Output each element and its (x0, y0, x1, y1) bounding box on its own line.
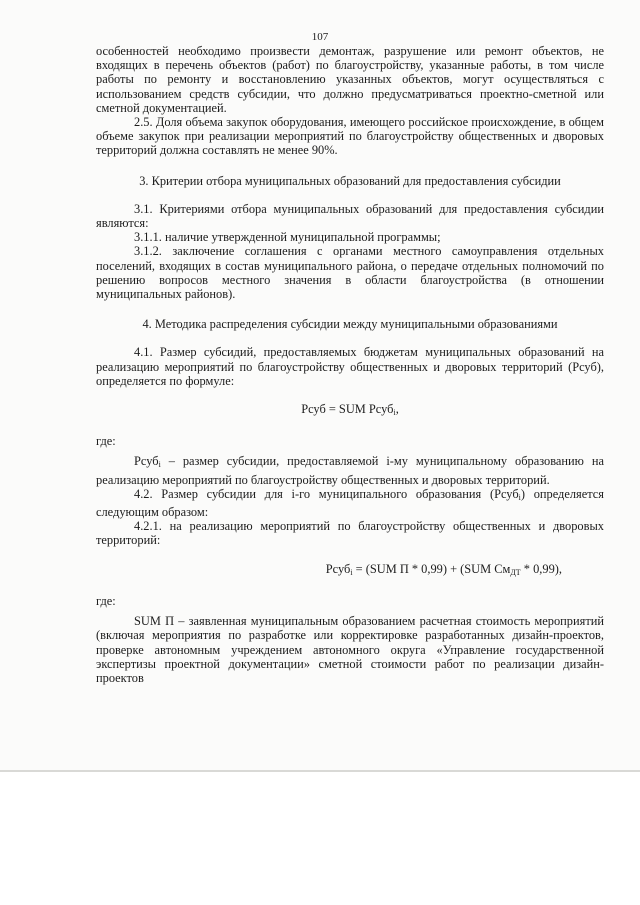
where-label-2: где: (96, 593, 116, 608)
definition-rsub-text: – размер субсидии, предоставляемой i-му муниципальному образованию на реализацию мероприятий по благоустройству общественных и дворовых территорий. (96, 454, 604, 487)
formula-1-end: , (395, 402, 399, 417)
formula-2-middle: = (SUM П * 0,99) + (SUM См (352, 561, 511, 576)
page-number: 107 (311, 31, 329, 43)
paragraph-3-1-2: 3.1.2. заключение соглашения с органами местного самоуправления отдельных поселений, входящих в состав муниципального района, о передаче отдельных полномочий по решению вопросов местного значения в области благоустройства (в отношении муниципальных районов). (96, 244, 604, 302)
paragraph-4-2-1: 4.2.1. на реализацию мероприятий по благоустройству общественных и дворовых территорий: (96, 519, 604, 548)
formula-total-subsidy (96, 402, 604, 420)
paragraph-3-1: 3.1. Критериями отбора муниципальных образований для предоставления субсидии являются: (96, 201, 604, 231)
paragraph-4-2 (96, 487, 604, 519)
section-heading-4: 4. Методика распределения субсидии между муниципальными образованиями (142, 317, 558, 332)
definition-sum-p: SUM П – заявленная муниципальным образованием расчетная стоимость мероприятий (включая мероприятия по разработке или корректировке разработанных дизайн-проектов, проверке автономным учреждением автономного округа «Управление государственной экспертизы проектной документации» сметной стоимости работ по реализации дизайн-проектов (96, 614, 604, 685)
formula-2-end: * 0,99), (520, 561, 562, 576)
paragraph-4-2-text-a: 4.2. Размер субсидии для i-го муниципального образования (Рсуб (134, 486, 519, 501)
where-label-1: где: (96, 434, 116, 449)
definition-rsub-i (96, 454, 604, 486)
definition-rsub-term: Рсуб (134, 454, 159, 469)
formula-2-lhs: Рсуб (325, 561, 351, 576)
formula-subsidy-i (96, 562, 604, 580)
paragraph-4-1: 4.1. Размер субсидий, предоставляемых бюджетам муниципальных образований на реализацию мероприятий по благоустройству общественных и дворовых территорий (Рсуб), определяется по формуле: (96, 345, 604, 388)
definition-rsub-subscript: i (158, 460, 161, 470)
paragraph-2-5: 2.5. Доля объема закупок оборудования, имеющего российское происхождение, в общем объеме закупок при реализации мероприятий по благоустройству общественных и дворовых территорий должна составлять не менее 90%. (96, 115, 604, 158)
formula-2-subscript-i: i (350, 567, 353, 577)
formula-1-subscript: i (393, 408, 396, 418)
paragraph-4-2-text-b: ) определяется следующим образом: (96, 486, 604, 520)
paragraph-continuation: особенностей необходимо произвести демонтаж, разрушение или ремонт объектов, не входящих в перечень объектов (работ) по благоустройству, указанные работы, в том числе работы по ремонту и восстановлению указанных объектов, могут осуществляться с использованием средств субсидии, что должно предусматриваться проектно-сметной или сметной документацией. (96, 44, 604, 115)
paragraph-4-2-subscript: i (518, 492, 521, 502)
document-body (96, 44, 604, 685)
formula-2-subscript-dt: ДТ (510, 567, 521, 577)
paragraph-3-1-1: 3.1.1. наличие утвержденной муниципальной программы; (134, 230, 441, 245)
section-heading-3: 3. Критерии отбора муниципальных образований для предоставления субсидии (139, 173, 561, 188)
formula-1-main: Рсуб = SUM Рсуб (301, 402, 394, 417)
